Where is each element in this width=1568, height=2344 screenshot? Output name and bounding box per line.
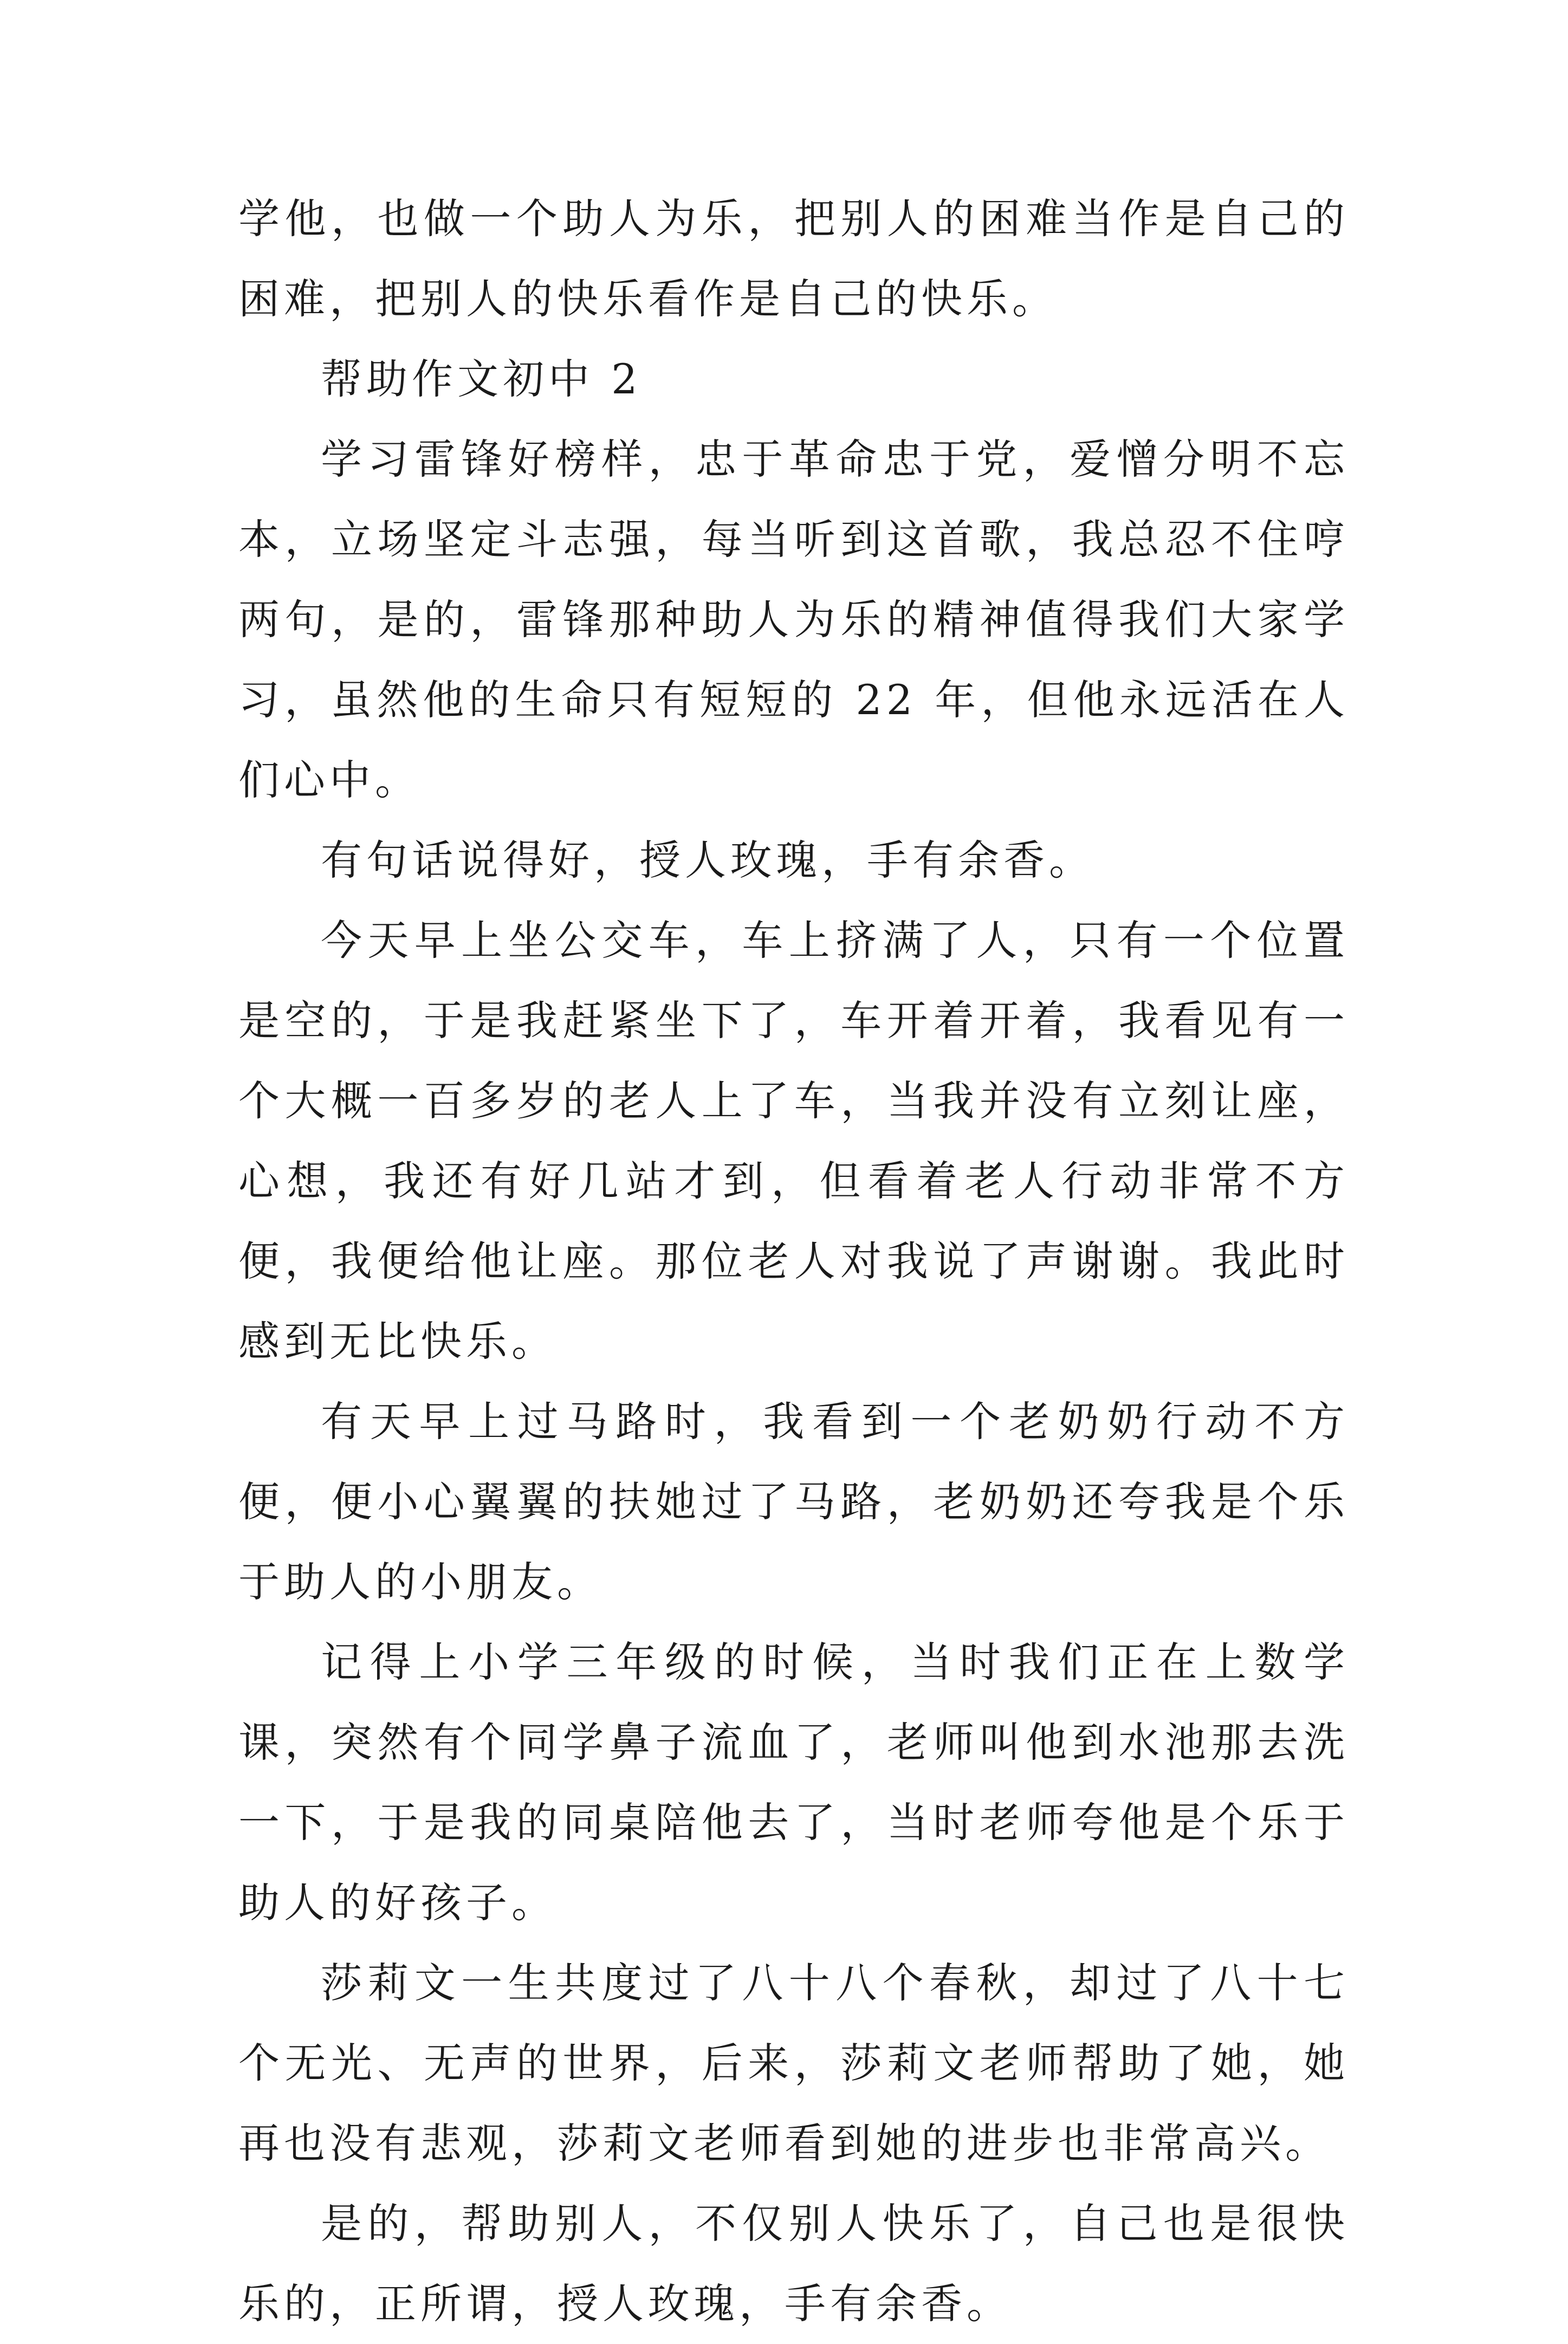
paragraph: 有句话说得好，授人玫瑰，手有余香。: [321, 836, 1094, 884]
document-body: [238, 179, 1349, 2344]
paragraph-continuation: 学他，也做一个助人为乐，把别人的困难当作是自己的困难，把别人的快乐看作是自己的快乐。: [238, 195, 1349, 323]
section-heading: 帮助作文初中 2: [321, 355, 642, 403]
paragraph: 今天早上坐公交车，车上挤满了人，只有一个位置是空的，于是我赶紧坐下了，车开着开着，我看见有一个大概一百多岁的老人上了车，当我并没有立刻让座，心想，我还有好几站才到，但看着老人行动非常不方便，我便给他让座。那位老人对我说了声谢谢。我此时感到无比快乐。: [238, 916, 1349, 1365]
paragraph: 是的，帮助别人，不仅别人快乐了，自己也是很快乐的，正所谓，授人玫瑰，手有余香。: [238, 2199, 1349, 2328]
paragraph: 记得上小学三年级的时候，当时我们正在上数学课，突然有个同学鼻子流血了，老师叫他到水池那去洗一下，于是我的同桌陪他去了，当时老师夸他是个乐于助人的好孩子。: [238, 1638, 1349, 1927]
paragraph: 学习雷锋好榜样，忠于革命忠于党，爱憎分明不忘本，立场坚定斗志强，每当听到这首歌，我总忍不住哼两句，是的，雷锋那种助人为乐的精神值得我们大家学习，虽然他的生命只有短短的 22 年，但他永远活在人们心中。: [238, 435, 1349, 804]
paragraph: 莎莉文一生共度过了八十八个春秋，却过了八十七个无光、无声的世界，后来，莎莉文老师帮助了她，她再也没有悲观，莎莉文老师看到她的进步也非常高兴。: [238, 1959, 1349, 2167]
paragraph: 有天早上过马路时，我看到一个老奶奶行动不方便，便小心翼翼的扶她过了马路，老奶奶还夸我是个乐于助人的小朋友。: [238, 1397, 1349, 1606]
